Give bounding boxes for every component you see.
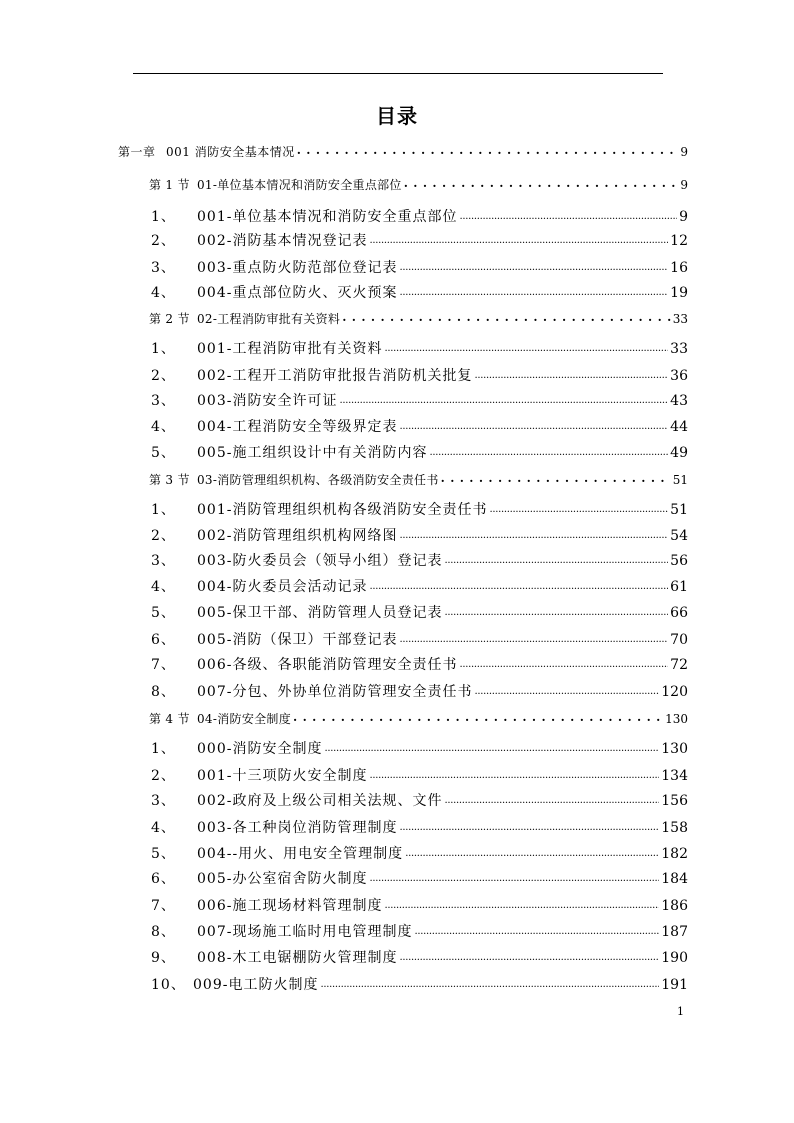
toc-entry-label: 04-消防安全制度 — [197, 712, 292, 726]
toc-entry-number: 4、 — [151, 820, 176, 836]
toc-entry-page: 19 — [670, 285, 688, 301]
toc-entry-item[interactable] — [151, 499, 688, 519]
toc-entry-number: 2、 — [151, 233, 176, 249]
toc-entry-item[interactable] — [151, 843, 688, 863]
toc-entry-label: 001-单位基本情况和消防安全重点部位 — [197, 209, 458, 225]
toc-entry-item[interactable] — [151, 765, 688, 785]
toc-entry-page: 190 — [661, 950, 688, 966]
toc-entry-item[interactable] — [151, 738, 688, 758]
dot-leader — [399, 948, 659, 964]
toc-entry-page: 182 — [661, 846, 688, 862]
toc-entry-number: 7、 — [151, 657, 176, 673]
toc-entry-item[interactable] — [151, 921, 688, 941]
toc-entry-number: 3、 — [151, 260, 176, 276]
dot-leader — [324, 739, 659, 755]
toc-entry-chapter[interactable] — [118, 143, 688, 160]
toc-entry-item[interactable] — [151, 390, 688, 410]
dot-leader — [489, 500, 668, 516]
toc-entry-label: 003-消防安全许可证 — [197, 393, 338, 409]
toc-entry-page: 191 — [661, 977, 688, 993]
dot-leader — [342, 310, 670, 324]
dot-leader — [369, 766, 659, 782]
toc-entry-number: 第 1 节 — [149, 178, 190, 192]
toc-entry-label: 03-消防管理组织机构、各级消防安全责任书 — [197, 473, 439, 487]
dot-leader — [399, 630, 668, 646]
toc-entry-number: 第 3 节 — [149, 473, 190, 487]
toc-entry-label: 001-消防管理组织机构各级消防安全责任书 — [197, 502, 488, 518]
toc-entry-page: 72 — [670, 657, 688, 673]
toc-entry-page: 44 — [670, 419, 688, 435]
toc-entry-item[interactable] — [151, 230, 688, 250]
toc-entry-label: 006-各级、各职能消防管理安全责任书 — [197, 657, 458, 673]
toc-entry-label: 007-现场施工临时用电管理制度 — [197, 924, 413, 940]
toc-entry-label: 008-木工电锯棚防火管理制度 — [197, 950, 398, 966]
toc-entry-page: 156 — [661, 793, 688, 809]
dot-leader — [444, 603, 668, 619]
toc-entry-number: 1、 — [151, 741, 176, 757]
toc-entry-number: 9、 — [151, 950, 176, 966]
toc-entry-number: 2、 — [151, 768, 176, 784]
dot-leader — [384, 896, 659, 912]
dot-leader — [399, 417, 668, 433]
dot-leader — [320, 975, 659, 991]
toc-entry-number: 8、 — [151, 924, 176, 940]
toc-entry-item[interactable] — [151, 442, 688, 462]
toc-entry-page: 12 — [670, 233, 688, 249]
toc-entry-page: 61 — [670, 579, 688, 595]
dot-leader — [399, 818, 659, 834]
toc-entry-item[interactable] — [151, 257, 688, 277]
toc-entry-label: 005-消防（保卫）干部登记表 — [197, 632, 398, 648]
toc-entry-section[interactable] — [149, 310, 688, 327]
toc-entry-section[interactable] — [149, 176, 688, 193]
toc-entry-label: 004-重点部位防火、灭火预案 — [197, 285, 398, 301]
toc-entry-section[interactable] — [149, 471, 688, 488]
dot-leader — [384, 339, 668, 355]
toc-entry-item[interactable] — [151, 629, 688, 649]
toc-entry-label: 007-分包、外协单位消防管理安全责任书 — [197, 684, 473, 700]
dot-leader — [369, 869, 659, 885]
toc-entry-label: 004-防火委员会活动记录 — [197, 579, 368, 595]
toc-entry-number: 4、 — [151, 579, 176, 595]
dot-leader — [444, 791, 659, 807]
toc-entry-label: 003-防火委员会（领导小组）登记表 — [197, 553, 443, 569]
toc-entry-number: 3、 — [151, 793, 176, 809]
toc-entry-number: 6、 — [151, 632, 176, 648]
toc-entry-item[interactable] — [151, 602, 688, 622]
toc-entry-page: 33 — [670, 341, 688, 357]
toc-entry-number: 1、 — [151, 502, 176, 518]
dot-leader — [444, 551, 668, 567]
toc-entry-page: 70 — [670, 632, 688, 648]
toc-entry-number: 2、 — [151, 528, 176, 544]
dot-leader — [459, 207, 677, 223]
toc-entry-page: 56 — [670, 553, 688, 569]
toc-entry-label: 002-消防基本情况登记表 — [197, 233, 368, 249]
toc-entry-page: 9 — [679, 209, 688, 225]
toc-entry-number: 7、 — [151, 898, 176, 914]
toc-entry-item[interactable] — [151, 947, 688, 967]
toc-entry-label: 006-施工现场材料管理制度 — [197, 898, 383, 914]
toc-entry-label: 002-工程开工消防审批报告消防机关批复 — [197, 368, 473, 384]
dot-leader — [474, 366, 668, 382]
toc-entry-number: 3、 — [151, 393, 176, 409]
toc-entry-page: 120 — [661, 684, 688, 700]
toc-entry-label: 005-施工组织设计中有关消防内容 — [197, 445, 428, 461]
toc-entry-page: 187 — [661, 924, 688, 940]
toc-entry-label: 004-工程消防安全等级界定表 — [197, 419, 398, 435]
toc-entry-label: 005-保卫干部、消防管理人员登记表 — [197, 605, 443, 621]
toc-entry-number: 1、 — [151, 209, 176, 225]
dot-leader — [369, 231, 668, 247]
toc-entry-item[interactable] — [151, 817, 688, 837]
toc-entry-item[interactable] — [151, 525, 688, 545]
dot-leader — [429, 443, 668, 459]
dot-leader — [441, 471, 671, 485]
toc-entry-number: 8、 — [151, 684, 176, 700]
toc-entry-item[interactable] — [151, 790, 688, 810]
dot-leader — [459, 655, 668, 671]
toc-entry-page: 49 — [670, 445, 688, 461]
dot-leader — [414, 922, 659, 938]
toc-entry-label: 02-工程消防审批有关资料 — [197, 312, 341, 326]
toc-entry-number: 4、 — [151, 285, 176, 301]
dot-leader — [399, 258, 668, 274]
toc-entry-number: 第一章 — [118, 145, 156, 159]
dot-leader — [404, 176, 679, 190]
toc-entry-page: 134 — [661, 768, 688, 784]
toc-entry-number: 6、 — [151, 871, 176, 887]
toc-entry-item[interactable] — [151, 282, 688, 302]
toc-entry-label: 01-单位基本情况和消防安全重点部位 — [197, 178, 402, 192]
toc-entry-label: 003-各工种岗位消防管理制度 — [197, 820, 398, 836]
toc-entry-page: 130 — [665, 712, 688, 726]
toc-entry-page: 51 — [672, 473, 688, 487]
toc-entry-number: 第 4 节 — [149, 712, 190, 726]
toc-entry-page: 33 — [672, 312, 688, 326]
toc-entry-item[interactable] — [151, 974, 688, 994]
dot-leader — [369, 577, 668, 593]
toc-entry-item[interactable] — [151, 654, 688, 674]
toc-entry-label: 001-十三项防火安全制度 — [197, 768, 368, 784]
toc-entry-number: 4、 — [151, 419, 176, 435]
toc-entry-page: 54 — [670, 528, 688, 544]
dot-leader — [405, 844, 659, 860]
dot-leader — [399, 526, 668, 542]
toc-entry-label: 001 消防安全基本情况 — [166, 145, 295, 159]
toc-entry-label: 003-重点防火防范部位登记表 — [197, 260, 398, 276]
toc-entry-label: 009-电工防火制度 — [193, 977, 319, 993]
toc-title: 目录 — [376, 104, 418, 128]
toc-entry-label: 005-办公室宿舍防火制度 — [197, 871, 368, 887]
dot-leader — [339, 391, 668, 407]
dot-leader — [297, 143, 679, 157]
page-number: 1 — [677, 1005, 684, 1018]
toc-entry-item[interactable] — [151, 338, 688, 358]
toc-entry-number: 第 2 节 — [149, 312, 190, 326]
toc-entry-item[interactable] — [151, 550, 688, 570]
toc-entry-number: 10、 — [151, 977, 186, 993]
toc-entry-number: 5、 — [151, 445, 176, 461]
toc-entry-page: 130 — [661, 741, 688, 757]
toc-entry-number: 5、 — [151, 605, 176, 621]
toc-entry-number: 1、 — [151, 341, 176, 357]
toc-entry-item[interactable] — [151, 365, 688, 385]
dot-leader — [293, 710, 663, 724]
dot-leader — [399, 283, 668, 299]
toc-entry-item[interactable] — [151, 576, 688, 596]
toc-entry-number: 3、 — [151, 553, 176, 569]
toc-entry-item[interactable] — [151, 868, 688, 888]
toc-entry-page: 186 — [661, 898, 688, 914]
dot-leader — [474, 682, 659, 698]
toc-entry-label: 004--用火、用电安全管理制度 — [197, 846, 404, 862]
toc-entry-label: 002-消防管理组织机构网络图 — [197, 528, 398, 544]
toc-entry-label: 002-政府及上级公司相关法规、文件 — [197, 793, 443, 809]
toc-entry-label: 000-消防安全制度 — [197, 741, 323, 757]
toc-entry-page: 36 — [670, 368, 688, 384]
toc-entry-page: 16 — [670, 260, 688, 276]
toc-entry-page: 9 — [680, 145, 688, 159]
toc-entry-page: 51 — [670, 502, 688, 518]
toc-entry-number: 2、 — [151, 368, 176, 384]
toc-entry-page: 66 — [670, 605, 688, 621]
toc-entry-page: 43 — [670, 393, 688, 409]
toc-entry-number: 5、 — [151, 846, 176, 862]
toc-entry-label: 001-工程消防审批有关资料 — [197, 341, 383, 357]
toc-entry-item[interactable] — [151, 416, 688, 436]
toc-entry-page: 158 — [661, 820, 688, 836]
toc-entry-section[interactable] — [149, 710, 688, 727]
toc-entry-page: 184 — [661, 871, 688, 887]
toc-entry-item[interactable] — [151, 206, 688, 226]
toc-entry-item[interactable] — [151, 681, 688, 701]
toc-entry-item[interactable] — [151, 895, 688, 915]
toc-entry-page: 9 — [680, 178, 688, 192]
